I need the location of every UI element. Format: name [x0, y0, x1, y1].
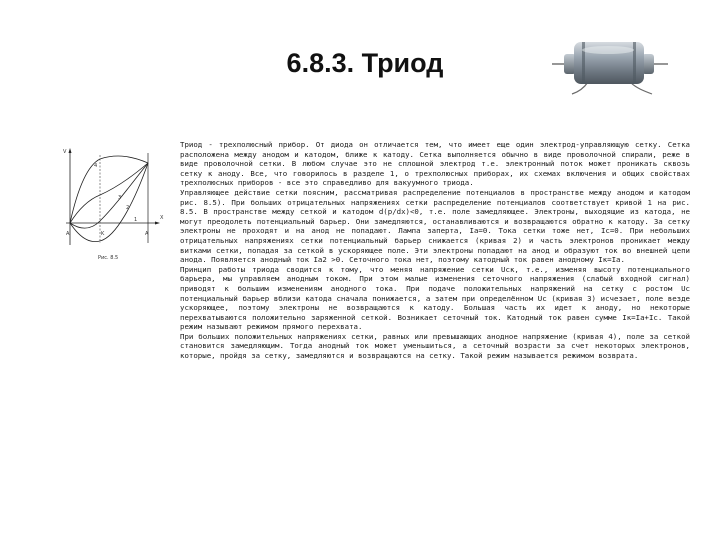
triode-photo — [548, 30, 670, 96]
curve-label-3: 3 — [118, 195, 122, 201]
axis-x-label: X — [160, 215, 164, 221]
label-anode-left: A — [66, 231, 70, 237]
paragraph-principle: Принцип работы триода сводится к тому, что меняя напряжение сетки Uск, т.е., изменяя высоту потенциального барьера, мы управляем анодным током. При этом малые изменения сеточного напряжения (слабый входной сигнал) приводят к большим изменениям анодного тока. При подаче положительных напряжений на сетку с ростом Uc потенциальный барьер вблизи катода сначала понижается, а затем при определённом Uc (кривая 3) исчезает, поле везде ускоряющее, поэтому электроны не возвращаются к катоду. Большая часть их идет к аноду, но некоторые перехватываются положительно заряженной сеткой. Возникает сеточный ток. Катодный ток равен сумме Iк=Ia+Ic. Такой режим называют режимом прямого перехвата. — [180, 264, 690, 332]
axis-y-label: V — [63, 149, 67, 155]
label-anode-right: A — [145, 231, 149, 237]
paragraph-return-mode: При больших положительных напряжениях сетки, равных или превышающих анодное напряжение (кривая 4), поле за сеткой становится замедляющим. Тогда анодный ток может уменьшиться, а сеточный возрасти за счет некоторых электронов, которые, пройдя за сетку, замедляются и возвращаются на сетку. Такой режим называется режимом возврата. — [180, 331, 690, 361]
potential-distribution-figure — [60, 143, 170, 265]
slide-title: 6.8.3. Триод — [286, 48, 444, 78]
body-text — [180, 140, 690, 458]
paragraph-grid-control: Управляющее действие сетки поясним, рассматривая распределение потенциалов в пространстве между анодом и катодом рис. 8.5). При больших отрицательных напряжениях сетки распределение потенциалов соответствует кривой 1 на рис. 8.5. В пространстве между сеткой и катодом d(p/dx)<0, т.е. поле замедляющее. Электроны, выходящие из катода, не могут преодолеть потенциальный барьер. Они замедляются, останавливаются и возвращаются обратно к катоду. За сетку электроны не проходят и на анод не попадают. Лампа заперта, Ia=0. Тока сетки тоже нет, Ic=0. При небольших отрицательных напряжениях сетки потенциальный барьер снижается (кривая 2) и часть электронов проникает между витками сетки, попадая за сеткой в ускоряющее поле. Эти электроны попадают на анод и образуют ток во внешней цепи анода. Появляется анодный ток Ia2 >0. Сеточного тока нет, поэтому катодный ток равен анодному Iк=Ia. — [180, 187, 690, 265]
curve-label-1: 1 — [134, 217, 138, 223]
figure-caption: Рис. 8.5 — [98, 255, 119, 261]
label-cathode: K — [101, 231, 105, 237]
curve-label-4: 4 — [94, 163, 98, 169]
curve-label-2: 2 — [126, 205, 130, 211]
paragraph-intro: Триод - трехполюсный прибор. От диода он отличается тем, что имеет еще один электрод-управляющую сетку. Сетка расположена между анодом и катодом, ближе к катоду. Сетка выполняется обычно в виде проволочной спирали, реже в виде проволочной сетки. В любом случае это не сплошной электрод т.е. электронный поток может проникать сквозь сетку к аноду. Все, что говорилось в разделе 1, о трехполюсных приборах, их схемах включения и общих свойствах трехполюсных приборов - все это справедливо для вакуумного триода. — [180, 140, 690, 188]
